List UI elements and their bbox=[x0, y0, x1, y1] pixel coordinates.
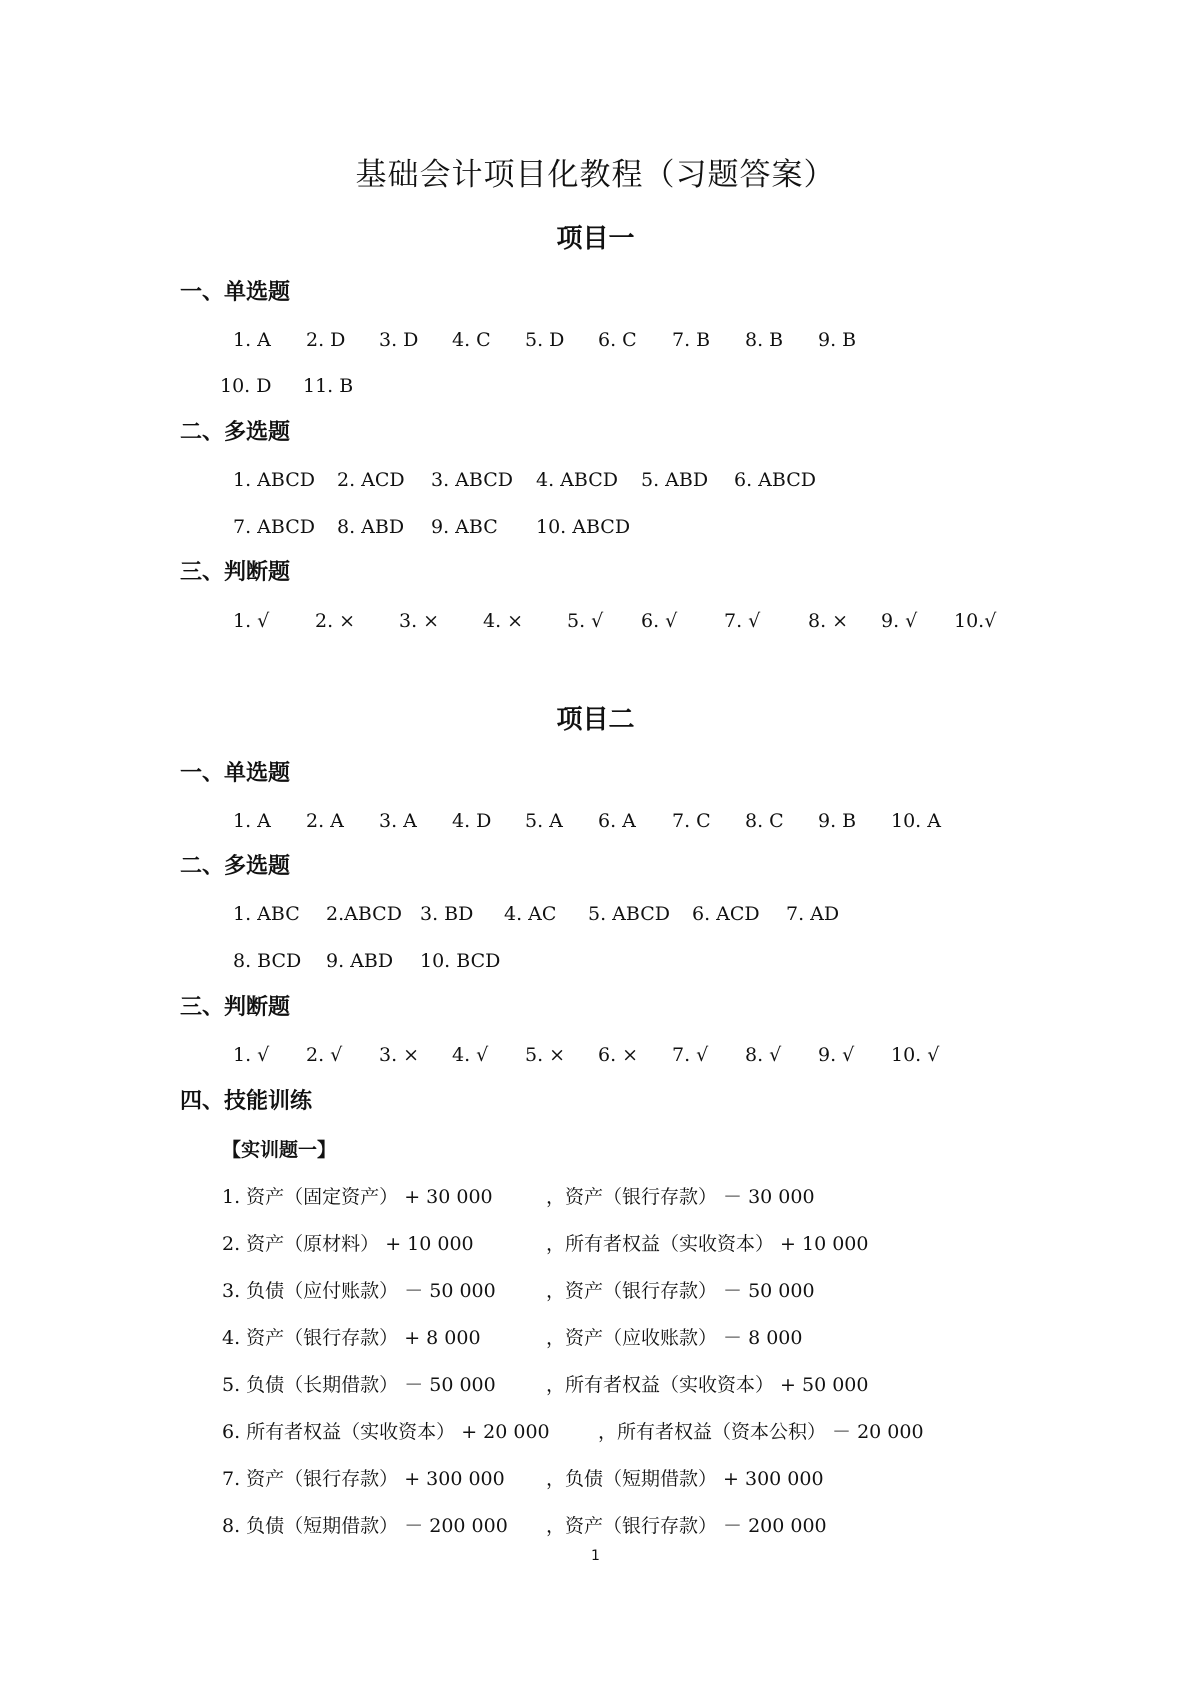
document-title: 基础会计项目化教程（习题答案） bbox=[355, 157, 836, 193]
entry-right: ，负债（短期借款） + 300 000 bbox=[546, 1468, 824, 1490]
answer-item: 4. D bbox=[452, 810, 492, 832]
answer-item: 10. √ bbox=[891, 1044, 940, 1066]
answer-item: 3. ABCD bbox=[431, 469, 513, 491]
answer-item: 4. √ bbox=[452, 1044, 489, 1066]
entry-left: 1. 资产（固定资产） + 30 000 bbox=[222, 1186, 493, 1208]
answer-item: 5. √ bbox=[567, 610, 604, 632]
answer-item: 10. BCD bbox=[420, 950, 501, 972]
p2-skills-heading: 四、技能训练 bbox=[180, 1089, 313, 1114]
answer-item: 9. ABD bbox=[326, 950, 394, 972]
p2-single-heading: 一、单选题 bbox=[180, 761, 291, 786]
answer-item: 1. A bbox=[233, 329, 271, 351]
answer-item: 10. ABCD bbox=[536, 516, 631, 538]
answer-item: 6. √ bbox=[641, 610, 678, 632]
answer-item: 9. ABC bbox=[431, 516, 498, 538]
answer-item: 4. C bbox=[452, 329, 491, 351]
answer-item: 1. √ bbox=[233, 610, 270, 632]
answer-item: 10. D bbox=[220, 375, 272, 397]
entry-right: ，资产（应收账款） － 8 000 bbox=[546, 1327, 803, 1349]
exercise1-heading: 【实训题一】 bbox=[222, 1139, 337, 1161]
answer-item: 5. D bbox=[525, 329, 565, 351]
answer-item: 4. ABCD bbox=[536, 469, 618, 491]
answer-item: 8. B bbox=[745, 329, 784, 351]
answer-item: 7. √ bbox=[672, 1044, 709, 1066]
answer-item: 2. A bbox=[306, 810, 344, 832]
answer-item: 7. B bbox=[672, 329, 711, 351]
answer-item: 7. AD bbox=[786, 903, 840, 925]
answer-item: 3. D bbox=[379, 329, 419, 351]
answer-item: 10. A bbox=[891, 810, 941, 832]
entry-left: 8. 负债（短期借款） － 200 000 bbox=[222, 1515, 508, 1537]
answer-item: 6. C bbox=[598, 329, 637, 351]
entry-right: ，所有者权益（资本公积） － 20 000 bbox=[598, 1421, 924, 1443]
answer-item: 8. ABD bbox=[337, 516, 405, 538]
answer-item: 1. √ bbox=[233, 1044, 270, 1066]
entry-right: ，资产（银行存款） － 50 000 bbox=[546, 1280, 815, 1302]
answer-item: 11. B bbox=[303, 375, 354, 397]
answer-item: 4. × bbox=[483, 610, 524, 632]
project2-heading: 项目二 bbox=[556, 705, 635, 735]
entry-left: 6. 所有者权益（实收资本） + 20 000 bbox=[222, 1421, 550, 1443]
answer-item: 2. √ bbox=[306, 1044, 343, 1066]
answer-item: 5. A bbox=[525, 810, 563, 832]
answer-item: 5. ABD bbox=[641, 469, 709, 491]
answer-item: 1. ABCD bbox=[233, 469, 315, 491]
p2-judge-heading: 三、判断题 bbox=[180, 995, 291, 1020]
answer-item: 2. D bbox=[306, 329, 346, 351]
entry-left: 7. 资产（银行存款） + 300 000 bbox=[222, 1468, 505, 1490]
p2-multi-heading: 二、多选题 bbox=[180, 854, 291, 879]
entry-left: 5. 负债（长期借款） － 50 000 bbox=[222, 1374, 496, 1396]
answer-item: 3. × bbox=[379, 1044, 420, 1066]
answer-item: 5. × bbox=[525, 1044, 566, 1066]
answer-item: 3. A bbox=[379, 810, 417, 832]
answer-item: 8. C bbox=[745, 810, 784, 832]
answer-item: 7. C bbox=[672, 810, 711, 832]
answer-item: 9. √ bbox=[818, 1044, 855, 1066]
entry-right: ，资产（银行存款） － 30 000 bbox=[546, 1186, 815, 1208]
answer-item: 6. ACD bbox=[692, 903, 760, 925]
answer-item: 2.ABCD bbox=[326, 903, 402, 925]
entry-left: 3. 负债（应付账款） － 50 000 bbox=[222, 1280, 496, 1302]
answer-item: 3. × bbox=[399, 610, 440, 632]
answer-item: 5. ABCD bbox=[588, 903, 670, 925]
page-number: 1 bbox=[591, 1548, 600, 1564]
answer-item: 1. ABC bbox=[233, 903, 300, 925]
p1-judge-heading: 三、判断题 bbox=[180, 560, 291, 585]
answer-item: 6. A bbox=[598, 810, 636, 832]
answer-item: 6. ABCD bbox=[734, 469, 816, 491]
entry-right: ，所有者权益（实收资本） + 10 000 bbox=[546, 1233, 869, 1255]
answer-item: 2. × bbox=[315, 610, 356, 632]
answer-item: 9. B bbox=[818, 329, 857, 351]
answer-item: 7. √ bbox=[724, 610, 761, 632]
answer-item: 9. B bbox=[818, 810, 857, 832]
answer-item: 2. ACD bbox=[337, 469, 405, 491]
entry-left: 2. 资产（原材料） + 10 000 bbox=[222, 1233, 474, 1255]
answer-item: 8. BCD bbox=[233, 950, 302, 972]
p1-single-heading: 一、单选题 bbox=[180, 280, 291, 305]
p1-multi-heading: 二、多选题 bbox=[180, 420, 291, 445]
entry-right: ，资产（银行存款） － 200 000 bbox=[546, 1515, 827, 1537]
answer-item: 6. × bbox=[598, 1044, 639, 1066]
answer-item: 1. A bbox=[233, 810, 271, 832]
answer-item: 8. √ bbox=[745, 1044, 782, 1066]
entry-left: 4. 资产（银行存款） + 8 000 bbox=[222, 1327, 481, 1349]
answer-item: 7. ABCD bbox=[233, 516, 315, 538]
answer-item: 4. AC bbox=[504, 903, 557, 925]
answer-item: 10.√ bbox=[954, 610, 997, 632]
answer-item: 3. BD bbox=[420, 903, 474, 925]
project1-heading: 项目一 bbox=[556, 224, 635, 254]
answer-item: 9. √ bbox=[881, 610, 918, 632]
answer-item: 8. × bbox=[808, 610, 849, 632]
entry-right: ，所有者权益（实收资本） + 50 000 bbox=[546, 1374, 869, 1396]
